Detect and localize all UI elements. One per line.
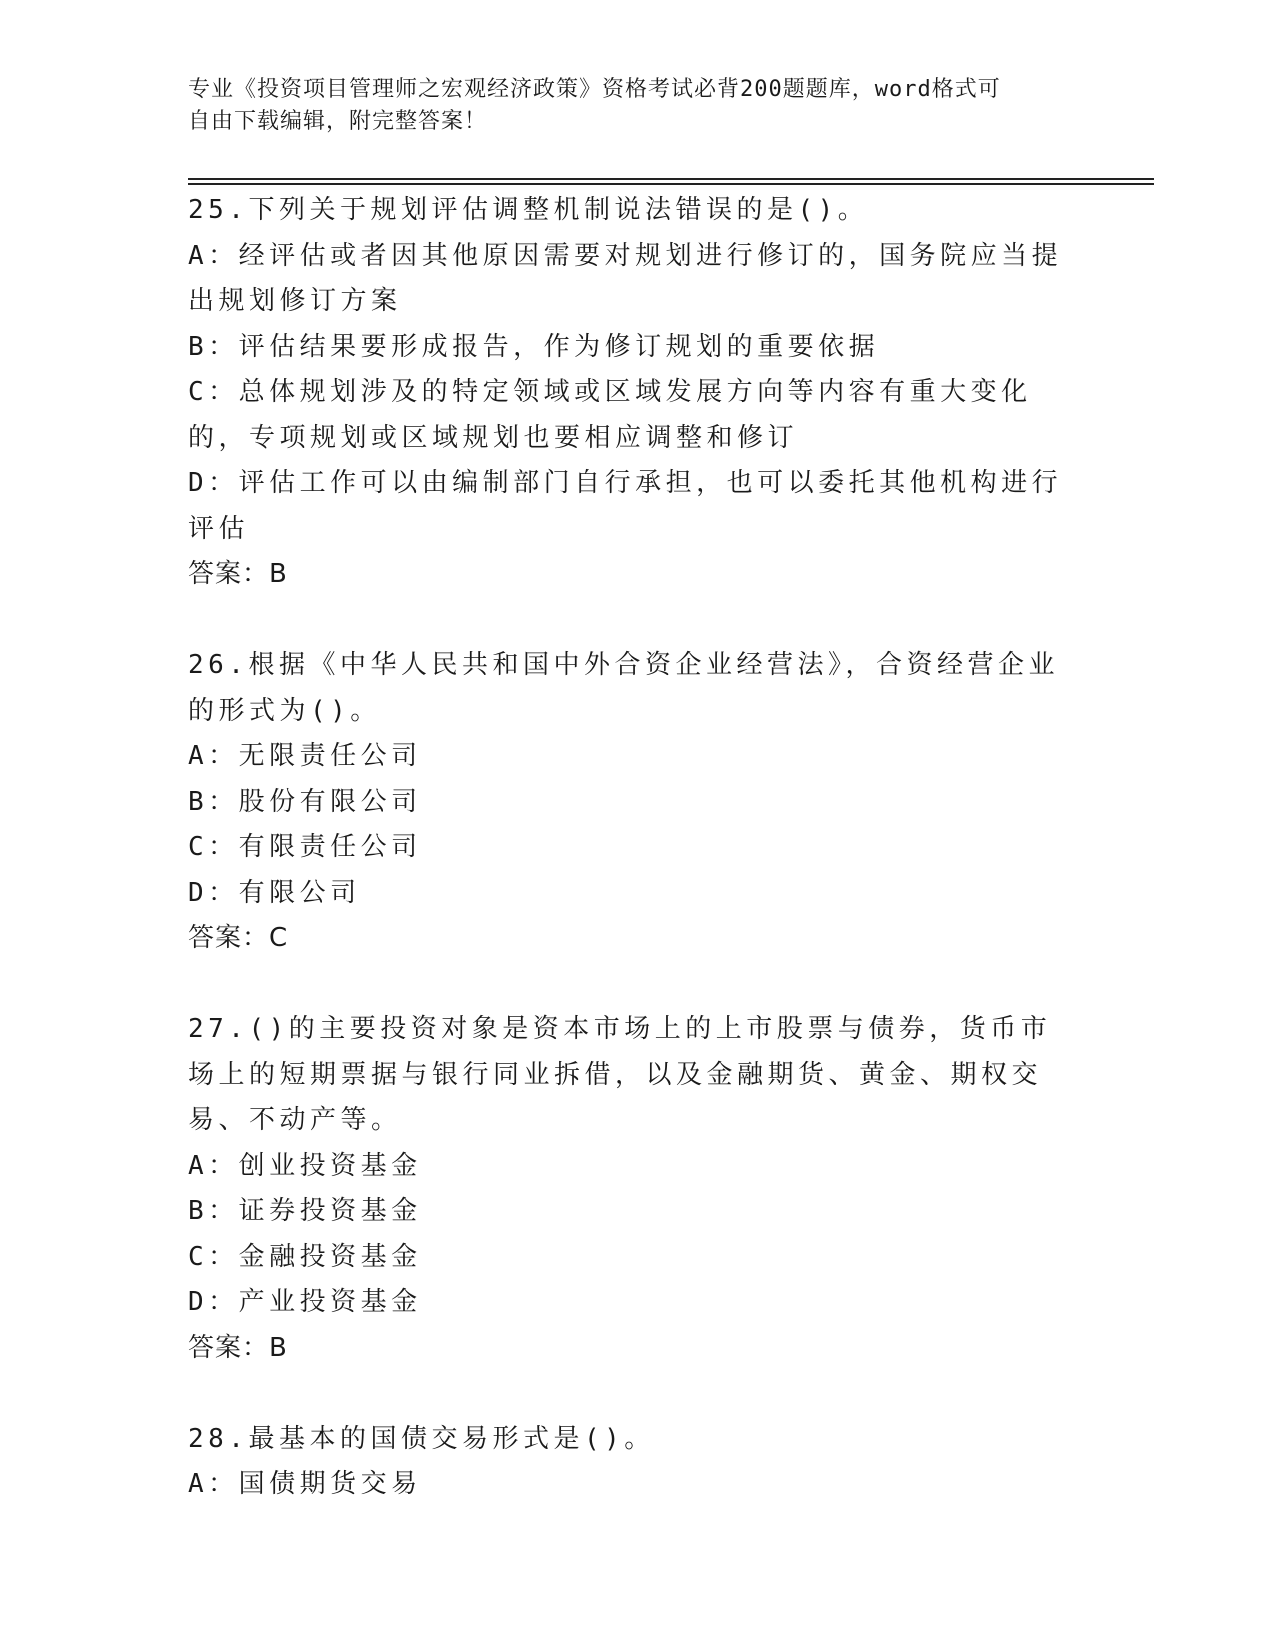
option-b: B：评估结果要形成报告，作为修订规划的重要依据 xyxy=(188,331,880,362)
question-28 xyxy=(188,1417,1078,1508)
header-line-1: 专业《投资项目管理师之宏观经济政策》资格考试必背200题题库，word格式可 xyxy=(188,77,1001,102)
header-divider-top xyxy=(188,178,1154,180)
option-c: C：金融投资基金 xyxy=(188,1241,422,1272)
question-spacer xyxy=(188,598,1078,644)
question-27 xyxy=(188,1007,1078,1371)
option-a: A：经评估或者因其他原因需要对规划进行修订的，国务院应当提出规划修订方案 xyxy=(188,240,1063,316)
option-a: A：无限责任公司 xyxy=(188,741,422,771)
option-b: B：证券投资基金 xyxy=(188,1196,422,1226)
option-c: C：总体规划涉及的特定领域或区域发展方向等内容有重大变化的，专项规划或区域规划也要相应调整和修订 xyxy=(188,377,1032,453)
question-stem: 26.根据《中华人民共和国中外合资企业经营法》，合资经营企业的形式为()。 xyxy=(188,650,1059,726)
question-list xyxy=(188,188,1078,1508)
question-stem: 27.()的主要投资对象是资本市场上的上市股票与债券，货币市场上的短期票据与银行同业拆借，以及金融期货、黄金、期权交易、不动产等。 xyxy=(188,1014,1052,1135)
option-d: D：评估工作可以由编制部门自行承担，也可以委托其他机构进行评估 xyxy=(188,468,1063,544)
option-a: A：创业投资基金 xyxy=(188,1150,422,1181)
option-d: D：产业投资基金 xyxy=(188,1287,422,1317)
question-stem: 28.最基本的国债交易形式是()。 xyxy=(188,1423,655,1454)
header-line-2: 自由下载编辑，附完整答案！ xyxy=(188,109,488,134)
question-spacer xyxy=(188,962,1078,1008)
answer-line: 答案：B xyxy=(188,1332,288,1363)
question-stem: 25.下列关于规划评估调整机制说法错误的是()。 xyxy=(188,195,869,225)
answer-line: 答案：B xyxy=(188,559,288,589)
document-header xyxy=(188,74,1068,138)
option-a: A：国债期货交易 xyxy=(188,1469,422,1499)
question-25 xyxy=(188,188,1078,598)
option-d: D：有限公司 xyxy=(188,877,361,908)
answer-line: 答案：C xyxy=(188,923,289,953)
question-26 xyxy=(188,643,1078,962)
option-c: C：有限责任公司 xyxy=(188,832,422,862)
question-spacer xyxy=(188,1371,1078,1417)
option-b: B：股份有限公司 xyxy=(188,786,422,817)
header-divider-bottom xyxy=(188,183,1154,185)
